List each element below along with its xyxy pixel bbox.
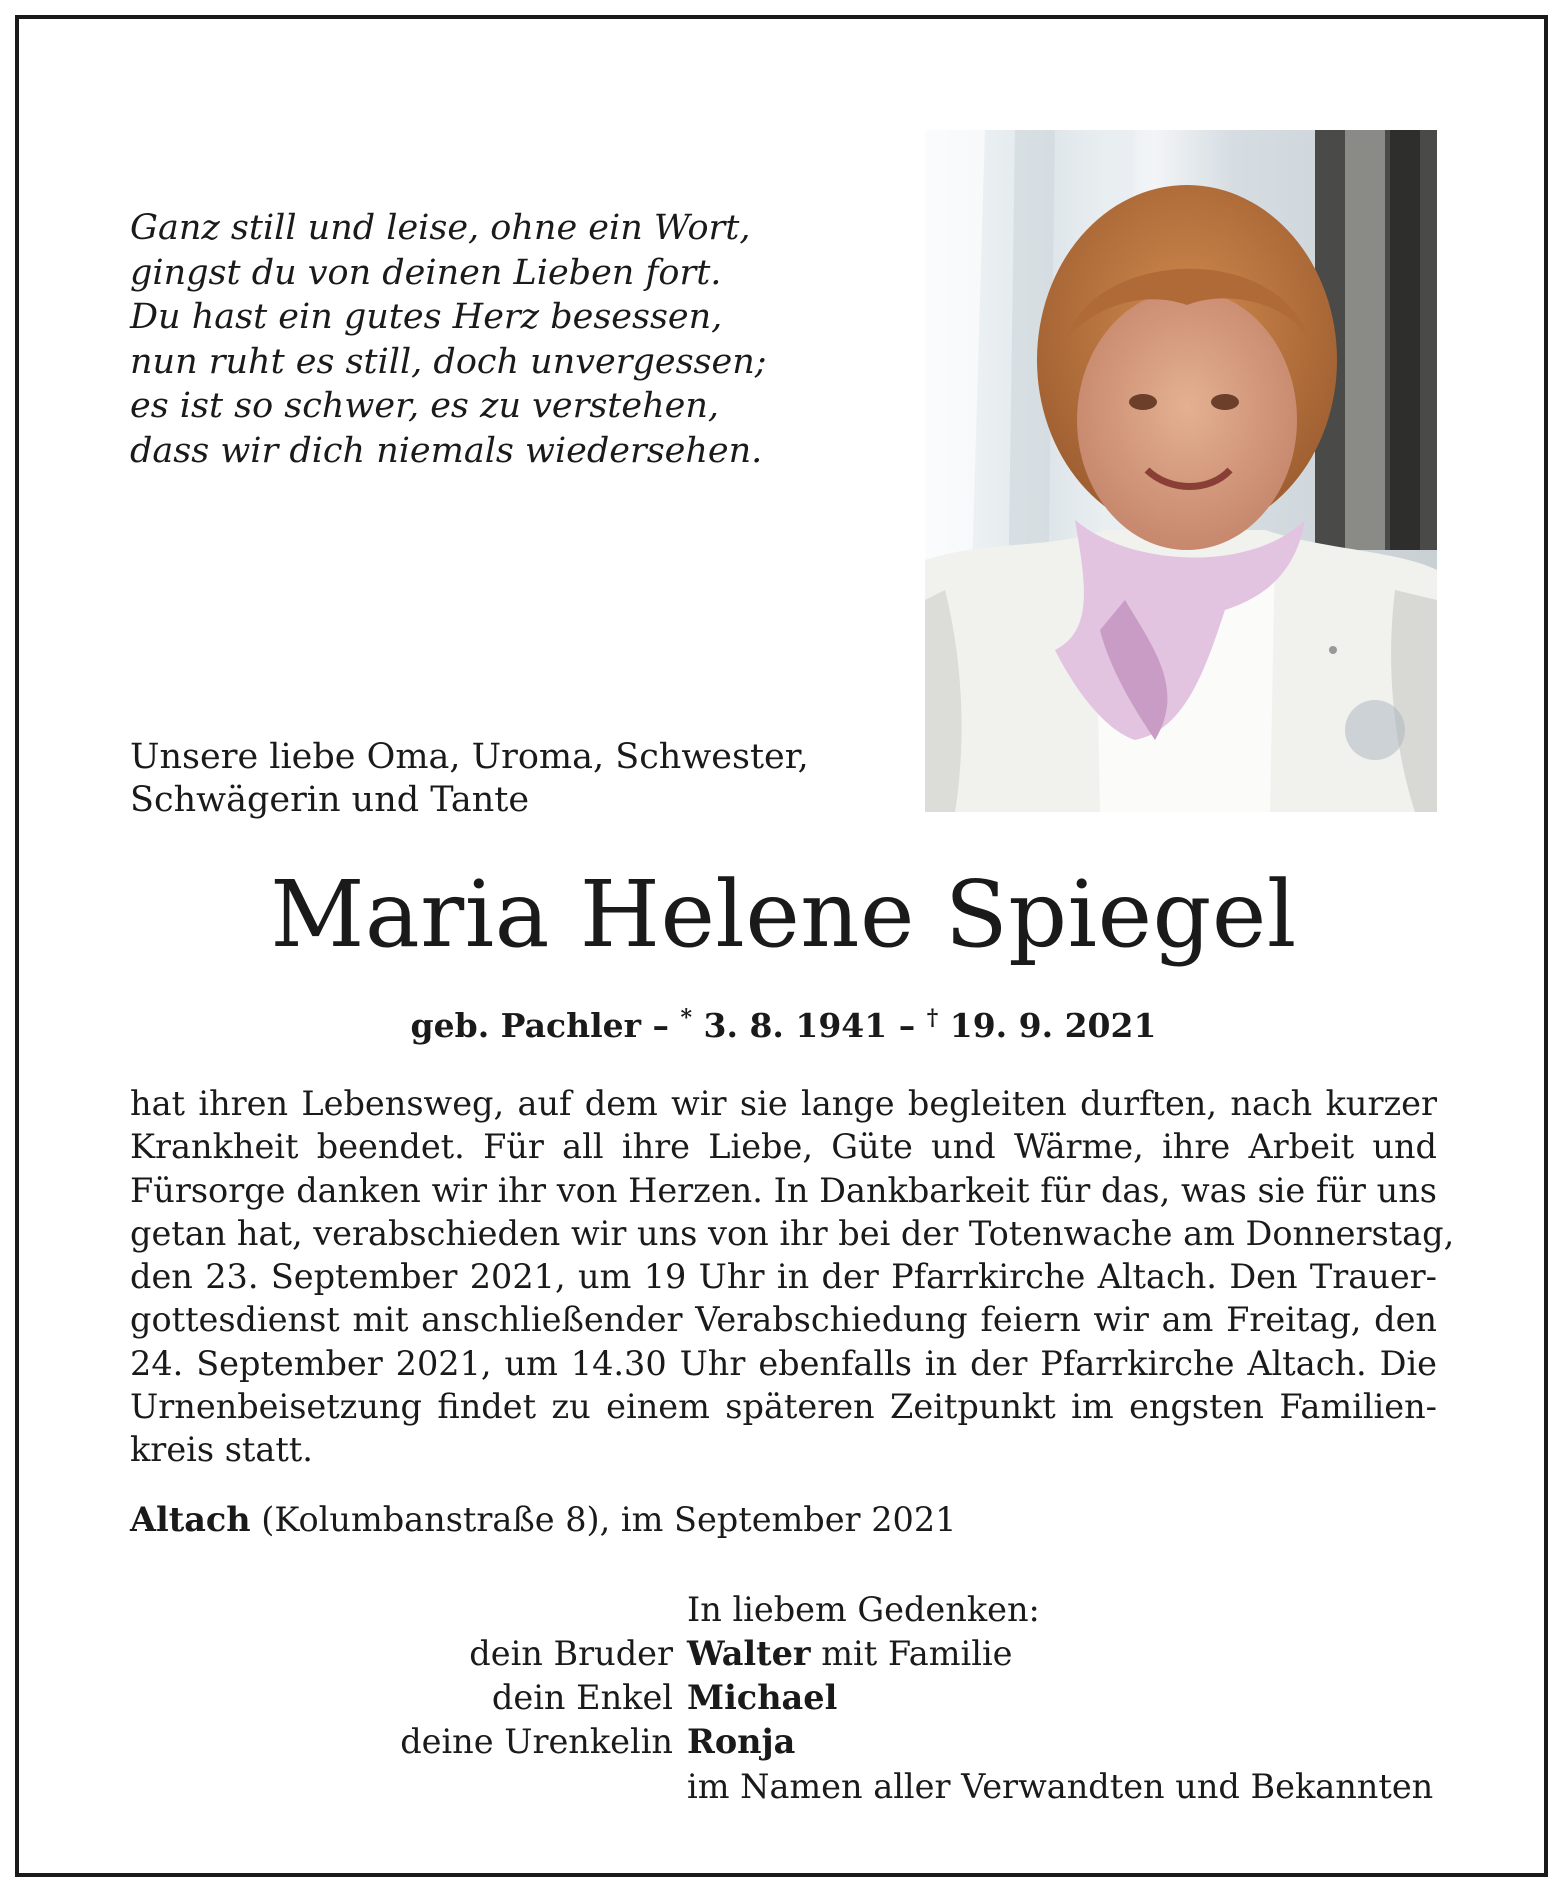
portrait-photo [925, 130, 1437, 812]
poem [130, 206, 830, 473]
mourner-name: Ronja [687, 1722, 796, 1761]
intro-line: Schwägerin und Tante [130, 780, 530, 820]
poem-line: Du hast ein gutes Herz besessen, [130, 297, 723, 337]
birth-name: geb. Pachler [410, 1006, 641, 1045]
body-line: getan hat, verabschieden wir uns von ihr bei der Totenwache am Donnerstag, [130, 1213, 1455, 1253]
mourner [687, 1720, 795, 1764]
deceased-name: Maria Helene Spiegel [270, 861, 1297, 968]
mourner-name: Walter [687, 1634, 811, 1673]
life-dates [0, 996, 1567, 1048]
mourner [687, 1676, 837, 1720]
body-line: Urnenbeisetzung findet zu einem späteren Zeitpunkt im engsten Familien- [130, 1387, 1437, 1427]
relation-label: deine Urenkelin [400, 1722, 673, 1761]
body-line: Fürsorge danken wir ihr von Herzen. In Dankbarkeit für das, was sie für uns [130, 1170, 1437, 1210]
body-line: den 23. September 2021, um 19 Uhr in der Pfarrkirche Altach. Den Trauer- [130, 1257, 1437, 1297]
intro-text [130, 736, 830, 822]
death-symbol: † [926, 1005, 939, 1031]
poem-line: Ganz still und leise, ohne ein Wort, [130, 208, 751, 248]
place-and-date [130, 1498, 956, 1542]
mourner-suffix: mit Familie [810, 1634, 1013, 1673]
memorial-heading: In liebem Gedenken: [687, 1590, 1040, 1629]
intro-line: Unsere liebe Oma, Uroma, Schwester, [130, 737, 809, 777]
poem-line: nun ruht es still, doch unvergessen; [130, 341, 767, 382]
announcement-body [130, 1082, 1455, 1472]
separator: – [898, 1006, 916, 1045]
body-line: 24. September 2021, um 14.30 Uhr ebenfalls in der Pfarrkirche Altach. Die [130, 1343, 1437, 1383]
relation-label: dein Bruder [469, 1634, 673, 1673]
body-line: kreis statt. [130, 1430, 313, 1470]
poem-line: es ist so schwer, es zu verstehen, [130, 386, 720, 426]
body-line: Krankheit beendet. Für all ihre Liebe, Güte und Wärme, ihre Arbeit und [130, 1127, 1437, 1167]
birth-date: 3. 8. 1941 [703, 1006, 888, 1045]
address-date: (Kolumbanstraße 8), im September 2021 [250, 1500, 957, 1539]
relation-label: dein Enkel [491, 1678, 673, 1717]
birth-symbol: * [680, 1005, 692, 1031]
body-line: gottesdienst mit anschließender Verabschiedung feiern wir am Freitag, den [130, 1300, 1437, 1340]
body-line: hat ihren Lebensweg, auf dem wir sie lange begleiten durften, nach kurzer [130, 1084, 1437, 1123]
mourner-name: Michael [687, 1678, 838, 1717]
poem-line: gingst du von deinen Lieben fort. [130, 252, 722, 293]
mourner [687, 1632, 1013, 1676]
death-date: 19. 9. 2021 [949, 1006, 1157, 1045]
poem-line: dass wir dich niemals wiedersehen. [130, 430, 763, 471]
closing-line: im Namen aller Verwandten und Bekannten [687, 1767, 1434, 1806]
separator: – [652, 1006, 669, 1045]
town: Altach [130, 1500, 251, 1539]
